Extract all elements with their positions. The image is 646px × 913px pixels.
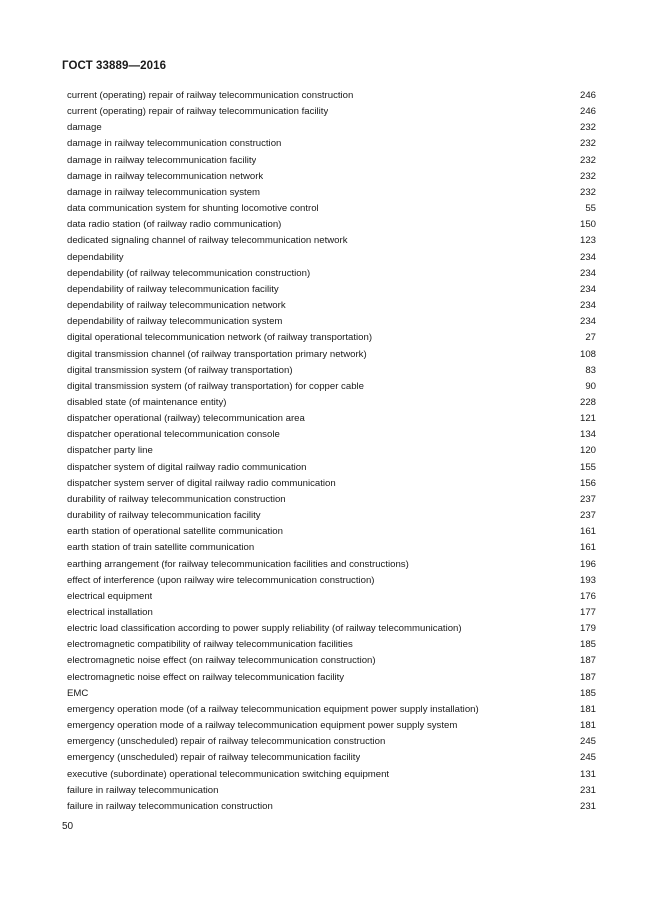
- entry-page-number: 55: [585, 203, 596, 215]
- entry-term: digital transmission system (of railway transportation) for copper cable: [67, 380, 364, 392]
- entry-page-number: 176: [579, 590, 596, 602]
- entry-term: dispatcher party line: [67, 445, 153, 457]
- entry-page-number: 234: [579, 267, 596, 279]
- entry-page-number: 179: [579, 623, 596, 635]
- entry-page-number: 161: [579, 542, 596, 554]
- index-entry: [67, 443, 596, 459]
- document-header: ГОСТ 33889—2016: [62, 60, 167, 72]
- index-entry: [67, 395, 596, 411]
- index-entry: [67, 508, 596, 524]
- page-number: 50: [62, 821, 74, 832]
- entry-term: current (operating) repair of railway telecommunication facility: [67, 106, 329, 118]
- index-entry: [67, 460, 596, 476]
- entry-term: dependability of railway telecommunication network: [67, 300, 286, 312]
- entry-page-number: 246: [579, 106, 596, 118]
- entry-page-number: 181: [579, 720, 596, 732]
- index-entry: [67, 217, 596, 233]
- index-entry: [67, 330, 596, 346]
- index-entry: [67, 589, 596, 605]
- entry-term: damage in railway telecommunication system: [67, 186, 261, 198]
- index-entry: [67, 653, 596, 669]
- entry-term: emergency operation mode of a railway telecommunication equipment power supply system: [67, 720, 458, 732]
- entry-page-number: 108: [579, 348, 596, 360]
- index-entry: [67, 573, 596, 589]
- entry-page-number: 234: [579, 251, 596, 263]
- entry-page-number: 228: [579, 396, 596, 408]
- index-entry: [67, 88, 596, 104]
- entry-term: effect of interference (upon railway wire telecommunication construction): [67, 574, 375, 586]
- entry-page-number: 245: [579, 752, 596, 764]
- index-entry: [67, 379, 596, 395]
- entry-page-number: 231: [579, 800, 596, 812]
- index-entry: [67, 492, 596, 508]
- index-entry: [67, 783, 596, 799]
- entry-page-number: 185: [579, 687, 596, 699]
- entry-page-number: 237: [579, 493, 596, 505]
- entry-term: executive (subordinate) operational telecommunication switching equipment: [67, 768, 390, 780]
- index-entry: [67, 605, 596, 621]
- entry-term: earthing arrangement (for railway telecommunication facilities and constructions): [67, 558, 409, 570]
- entry-page-number: 232: [579, 154, 596, 166]
- entry-term: data radio station (of railway radio communication): [67, 219, 282, 231]
- index-entry: [67, 750, 596, 766]
- index-entry: [67, 686, 596, 702]
- entry-page-number: 83: [585, 364, 596, 376]
- entry-term: data communication system for shunting locomotive control: [67, 203, 319, 215]
- entry-page-number: 131: [579, 768, 596, 780]
- entry-term: failure in railway telecommunication: [67, 784, 219, 796]
- index-entry: [67, 282, 596, 298]
- entry-term: dependability of railway telecommunication facility: [67, 283, 279, 295]
- entry-page-number: 27: [585, 332, 596, 344]
- entry-term: dependability of railway telecommunication system: [67, 316, 283, 328]
- entry-term: digital transmission system (of railway transportation): [67, 364, 293, 376]
- entry-term: damage in railway telecommunication facility: [67, 154, 257, 166]
- entry-page-number: 187: [579, 671, 596, 683]
- entry-term: damage in railway telecommunication network: [67, 170, 264, 182]
- index-entry: [67, 540, 596, 556]
- index-entry: [67, 767, 596, 783]
- index-entry: [67, 169, 596, 185]
- entry-page-number: 232: [579, 170, 596, 182]
- entry-term: electric load classification according to power supply reliability (of railway telecommunication): [67, 623, 462, 635]
- entry-term: electromagnetic compatibility of railway telecommunication facilities: [67, 639, 353, 651]
- entry-page-number: 232: [579, 122, 596, 134]
- index-entry: [67, 201, 596, 217]
- index-entry: [67, 136, 596, 152]
- index-entry: [67, 476, 596, 492]
- entry-term: failure in railway telecommunication construction: [67, 800, 273, 812]
- index-entry: [67, 637, 596, 653]
- index-entry: [67, 799, 596, 815]
- entry-page-number: 234: [579, 283, 596, 295]
- index-entry: [67, 524, 596, 540]
- entry-term: disabled state (of maintenance entity): [67, 396, 227, 408]
- index-entry: [67, 734, 596, 750]
- index-entry: [67, 266, 596, 282]
- entry-page-number: 185: [579, 639, 596, 651]
- entry-term: dispatcher system server of digital railway radio communication: [67, 477, 336, 489]
- entry-page-number: 196: [579, 558, 596, 570]
- entry-term: emergency operation mode (of a railway telecommunication equipment power supply installation): [67, 703, 479, 715]
- index-entry: [67, 363, 596, 379]
- entry-term: electrical installation: [67, 607, 153, 618]
- index-entry: [67, 314, 596, 330]
- term-index-list: [67, 88, 596, 815]
- entry-term: dispatcher operational (railway) telecommunication area: [67, 413, 305, 425]
- entry-page-number: 90: [585, 380, 596, 392]
- entry-page-number: 123: [579, 235, 596, 247]
- index-entry: [67, 233, 596, 249]
- index-entry: [67, 185, 596, 201]
- entry-term: earth station of train satellite communication: [67, 542, 255, 554]
- entry-term: current (operating) repair of railway telecommunication construction: [67, 90, 354, 101]
- entry-term: dependability: [67, 251, 124, 263]
- entry-term: electrical equipment: [67, 590, 153, 602]
- entry-term: digital operational telecommunication network (of railway transportation): [67, 332, 373, 344]
- entry-page-number: 234: [579, 300, 596, 312]
- entry-term: dispatcher system of digital railway radio communication: [67, 461, 307, 473]
- entry-term: dispatcher operational telecommunication console: [67, 429, 280, 441]
- entry-page-number: 120: [579, 445, 596, 457]
- entry-page-number: 121: [579, 413, 596, 425]
- index-entry: [67, 670, 596, 686]
- entry-page-number: 134: [579, 429, 596, 441]
- index-entry: [67, 250, 596, 266]
- index-entry: [67, 702, 596, 718]
- entry-page-number: 155: [579, 461, 596, 473]
- entry-page-number: 193: [579, 574, 596, 586]
- index-entry: [67, 104, 596, 120]
- entry-page-number: 232: [579, 138, 596, 150]
- index-entry: [67, 557, 596, 573]
- entry-page-number: 177: [579, 607, 596, 618]
- entry-page-number: 156: [579, 477, 596, 489]
- entry-term: durability of railway telecommunication facility: [67, 510, 261, 522]
- index-entry: [67, 347, 596, 363]
- entry-page-number: 231: [579, 784, 596, 796]
- entry-page-number: 187: [579, 655, 596, 667]
- entry-page-number: 232: [579, 186, 596, 198]
- entry-page-number: 246: [579, 90, 596, 101]
- entry-term: damage: [67, 122, 102, 134]
- entry-term: emergency (unscheduled) repair of railway telecommunication construction: [67, 736, 386, 748]
- entry-term: durability of railway telecommunication construction: [67, 493, 286, 505]
- entry-term: emergency (unscheduled) repair of railway telecommunication facility: [67, 752, 361, 764]
- entry-term: electromagnetic noise effect on railway telecommunication facility: [67, 671, 345, 683]
- index-entry: [67, 411, 596, 427]
- entry-term: electromagnetic noise effect (on railway telecommunication construction): [67, 655, 376, 667]
- index-entry: [67, 298, 596, 314]
- entry-term: digital transmission channel (of railway transportation primary network): [67, 348, 367, 360]
- entry-page-number: 181: [579, 703, 596, 715]
- entry-page-number: 150: [579, 219, 596, 231]
- entry-term: damage in railway telecommunication construction: [67, 138, 282, 150]
- index-entry: [67, 718, 596, 734]
- entry-page-number: 245: [579, 736, 596, 748]
- entry-term: EMC: [67, 687, 89, 699]
- entry-page-number: 161: [579, 526, 596, 538]
- entry-page-number: 237: [579, 510, 596, 522]
- index-entry: [67, 427, 596, 443]
- entry-page-number: 234: [579, 316, 596, 328]
- index-entry: [67, 120, 596, 136]
- entry-term: earth station of operational satellite communication: [67, 526, 283, 538]
- entry-term: dedicated signaling channel of railway telecommunication network: [67, 235, 348, 247]
- index-entry: [67, 621, 596, 637]
- entry-term: dependability (of railway telecommunication construction): [67, 267, 311, 279]
- index-entry: [67, 153, 596, 169]
